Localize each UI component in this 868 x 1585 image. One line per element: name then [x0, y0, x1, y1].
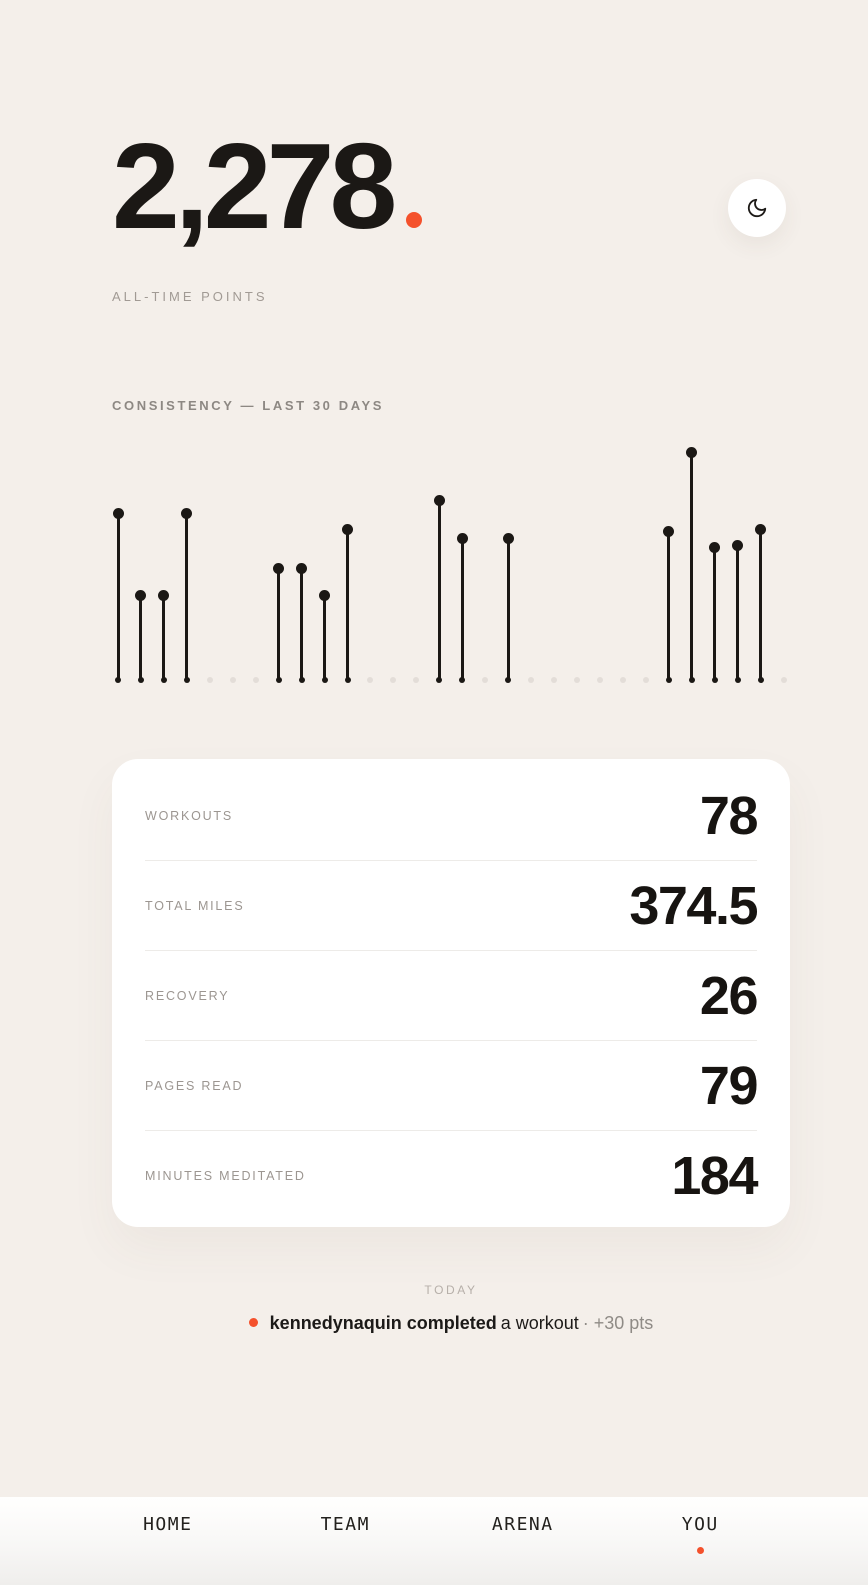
chart-baseline-dot-active	[184, 677, 190, 683]
stats-card	[112, 759, 790, 1227]
chart-stem	[277, 569, 280, 680]
chart-baseline-dot-active	[322, 677, 328, 683]
stat-label: WORKOUTS	[145, 808, 234, 823]
feed-item	[112, 1313, 790, 1334]
chart-baseline-dot-active	[115, 677, 121, 683]
chart-day-18	[502, 443, 514, 683]
chart-day-13	[387, 443, 399, 683]
stat-row	[145, 771, 757, 861]
chart-baseline-dot-active	[666, 677, 672, 683]
chart-day-9	[296, 443, 308, 683]
stat-value: 78	[699, 785, 757, 846]
nav-item-team[interactable]	[257, 1497, 435, 1585]
nav-item-label: TEAM	[320, 1514, 370, 1535]
chart-day-26	[686, 443, 698, 683]
chart-day-4	[181, 443, 193, 683]
chart-stem	[667, 532, 670, 680]
active-indicator-dot	[697, 1547, 704, 1554]
chart-day-24	[640, 443, 652, 683]
chart-day-23	[617, 443, 629, 683]
feed-actor-action: kennedynaquin completed	[269, 1313, 497, 1333]
chart-stem	[300, 569, 303, 680]
chart-stem	[438, 501, 441, 680]
chart-baseline-dot-rest	[207, 677, 213, 683]
chart-stem	[117, 514, 120, 680]
bottom-nav	[0, 1497, 868, 1585]
chart-stem	[690, 453, 693, 680]
chart-day-2	[135, 443, 147, 683]
chart-stem	[461, 539, 464, 680]
chart-day-1	[112, 443, 124, 683]
chart-stem	[759, 530, 762, 680]
stat-value: 26	[699, 965, 757, 1026]
stat-row	[145, 951, 757, 1041]
nav-item-label: ARENA	[491, 1514, 554, 1535]
feed-bullet-icon	[249, 1318, 258, 1327]
chart-stem	[323, 596, 326, 680]
chart-baseline-dot-rest	[230, 677, 236, 683]
chart-day-10	[319, 443, 331, 683]
chart-day-30	[778, 443, 790, 683]
nav-item-label: HOME	[143, 1514, 193, 1535]
consistency-title: CONSISTENCY — LAST 30 DAYS	[112, 398, 385, 413]
stat-value: 79	[699, 1055, 757, 1116]
moon-icon	[746, 197, 768, 219]
chart-day-14	[410, 443, 422, 683]
chart-baseline-dot-rest	[528, 677, 534, 683]
stat-row	[145, 1131, 757, 1221]
points-number: 2,278	[112, 118, 393, 254]
nav-item-you[interactable]	[612, 1497, 790, 1585]
stat-label: PAGES READ	[145, 1078, 244, 1093]
chart-day-17	[479, 443, 491, 683]
chart-baseline-dot-active	[689, 677, 695, 683]
chart-stem	[185, 514, 188, 680]
chart-day-6	[227, 443, 239, 683]
chart-day-29	[755, 443, 767, 683]
chart-day-11	[342, 443, 354, 683]
all-time-points-label: ALL-TIME POINTS	[112, 289, 268, 304]
chart-baseline-dot-active	[345, 677, 351, 683]
chart-baseline-dot-active	[138, 677, 144, 683]
feed-heading: TODAY	[424, 1283, 478, 1297]
stat-value: 184	[671, 1146, 757, 1206]
feed-object: a workout	[500, 1313, 579, 1333]
stat-row	[145, 1041, 757, 1131]
nav-item-arena[interactable]	[434, 1497, 612, 1585]
chart-baseline-dot-active	[735, 677, 741, 683]
chart-baseline-dot-active	[505, 677, 511, 683]
activity-feed	[112, 1283, 790, 1334]
accent-dot	[406, 212, 422, 228]
chart-baseline-dot-rest	[643, 677, 649, 683]
stat-label: RECOVERY	[145, 988, 230, 1003]
all-time-points-value	[112, 118, 790, 254]
chart-stem	[713, 548, 716, 680]
hero-section	[112, 118, 790, 304]
chart-day-28	[732, 443, 744, 683]
chart-baseline-dot-active	[299, 677, 305, 683]
chart-day-22	[594, 443, 606, 683]
chart-baseline-dot-rest	[413, 677, 419, 683]
chart-baseline-dot-rest	[551, 677, 557, 683]
chart-baseline-dot-rest	[390, 677, 396, 683]
chart-day-3	[158, 443, 170, 683]
stat-value: 374.5	[629, 875, 757, 936]
chart-baseline-dot-rest	[597, 677, 603, 683]
chart-baseline-dot-rest	[574, 677, 580, 683]
chart-day-7	[250, 443, 262, 683]
chart-day-16	[456, 443, 468, 683]
chart-stem	[139, 596, 142, 680]
chart-baseline-dot-rest	[253, 677, 259, 683]
chart-day-27	[709, 443, 721, 683]
feed-points: · +30 pts	[582, 1313, 654, 1333]
chart-stem	[736, 546, 739, 680]
chart-day-20	[548, 443, 560, 683]
chart-baseline-dot-active	[758, 677, 764, 683]
chart-day-25	[663, 443, 675, 683]
chart-baseline-dot-active	[161, 677, 167, 683]
chart-baseline-dot-active	[436, 677, 442, 683]
chart-day-5	[204, 443, 216, 683]
chart-stem	[507, 539, 510, 680]
chart-day-21	[571, 443, 583, 683]
chart-baseline-dot-active	[276, 677, 282, 683]
consistency-chart	[112, 443, 790, 683]
chart-day-15	[433, 443, 445, 683]
chart-baseline-dot-active	[459, 677, 465, 683]
chart-baseline-dot-active	[712, 677, 718, 683]
chart-day-12	[364, 443, 376, 683]
chart-baseline-dot-rest	[482, 677, 488, 683]
nav-item-label: YOU	[681, 1514, 719, 1535]
stat-row	[145, 861, 757, 951]
chart-stem	[346, 530, 349, 680]
chart-day-8	[273, 443, 285, 683]
chart-stem	[162, 596, 165, 680]
stat-label: MINUTES MEDITATED	[145, 1169, 306, 1183]
chart-day-19	[525, 443, 537, 683]
chart-baseline-dot-rest	[367, 677, 373, 683]
nav-item-home[interactable]	[79, 1497, 257, 1585]
chart-baseline-dot-rest	[781, 677, 787, 683]
theme-toggle-button[interactable]	[728, 179, 786, 237]
stat-label: TOTAL MILES	[145, 898, 245, 913]
chart-baseline-dot-rest	[620, 677, 626, 683]
